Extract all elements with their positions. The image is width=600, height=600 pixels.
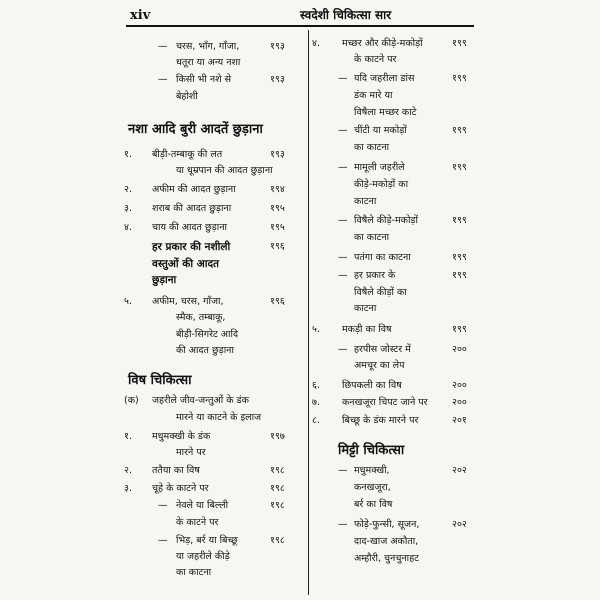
entry-number: १. xyxy=(124,149,132,160)
entry-text: भिड़, बर्र या बिच्छू xyxy=(176,535,238,546)
entry-text: बीड़ी-सिगरेट आदि xyxy=(176,329,238,340)
left-column xyxy=(124,0,306,600)
entry-text: के काटने पर xyxy=(176,517,219,528)
entry-text: काटना xyxy=(354,196,377,207)
entry-text: यदि जहरीला डांस xyxy=(354,73,415,84)
entry-text: फोड़े-फुन्सी, सूजन, xyxy=(354,519,420,530)
entry-text: की आदत छुड़ाना xyxy=(176,345,234,356)
entry-dash: — xyxy=(338,73,348,84)
entry-text: का काटना xyxy=(354,142,390,153)
entry-text: छुड़ाना xyxy=(152,274,177,286)
entry-text: डंक मारे या xyxy=(354,90,393,101)
entry-text: कनखजूरा, xyxy=(354,482,391,493)
entry-page-number: १९५ xyxy=(270,203,285,214)
entry-dash: — xyxy=(338,252,348,263)
entry-page-number: १९९ xyxy=(452,215,467,226)
entry-page-number: २०१ xyxy=(452,415,467,426)
entry-text: का काटना xyxy=(176,567,212,578)
entry-page-number: १९६ xyxy=(270,241,285,252)
entry-text: मकड़ी का विष xyxy=(342,324,392,335)
entry-text: विषैला मच्छर काटे xyxy=(354,107,417,118)
entry-dash: — xyxy=(338,162,348,173)
column-divider xyxy=(308,30,309,595)
entry-dash: — xyxy=(338,215,348,226)
entry-text: चूहे के काटने पर xyxy=(152,483,209,494)
entry-text: छिपकली का विष xyxy=(342,380,402,391)
entry-text: पतंगा का काटना xyxy=(354,252,411,263)
entry-dash: — xyxy=(338,344,348,355)
entry-page-number: १९३ xyxy=(270,149,285,160)
entry-page-number: १९३ xyxy=(270,74,285,85)
entry-number: ७. xyxy=(312,397,320,408)
entry-page-number: २०० xyxy=(452,380,467,391)
entry-dash: — xyxy=(158,41,168,52)
entry-text: हर प्रकार के xyxy=(354,270,396,281)
entry-text: अफीम की आदत छुड़ाना xyxy=(152,184,236,195)
entry-page-number: १९९ xyxy=(452,125,467,136)
entry-number: ५. xyxy=(124,296,132,307)
entry-text: स्मैक, तम्बाकू, xyxy=(176,312,226,323)
entry-text: के काटने पर xyxy=(354,54,397,65)
entry-number: ३. xyxy=(124,483,132,494)
entry-text: बेहोशी xyxy=(176,91,198,102)
entry-number: ५. xyxy=(312,324,320,335)
entry-text: विषैले कीड़े-मकोड़ों xyxy=(354,215,418,226)
entry-page-number: १९९ xyxy=(452,252,467,263)
entry-page-number: १९६ xyxy=(270,296,285,307)
entry-text: चरस, भाँग, गाँजा, xyxy=(176,41,240,52)
entry-page-number: १९८ xyxy=(270,465,285,476)
entry-number: ४. xyxy=(124,222,132,233)
entry-dash: — xyxy=(158,74,168,85)
entry-text: ततैया का विष xyxy=(152,465,200,476)
entry-text: मारने पर xyxy=(176,447,206,458)
entry-text: बिच्छू के डंक मारने पर xyxy=(342,415,419,426)
entry-page-number: १९८ xyxy=(270,500,285,511)
page-number-roman: xiv xyxy=(130,8,151,23)
entry-text: कीड़े-मकोड़ों का xyxy=(354,179,409,190)
entry-text: धतूरा या अन्य नशा xyxy=(176,57,241,68)
entry-text: अमचूर का लेप xyxy=(354,360,405,371)
entry-page-number: १९९ xyxy=(452,270,467,281)
entry-text: वस्तुओं की आदत xyxy=(152,258,220,270)
section-heading: विष चिकित्सा xyxy=(128,373,192,388)
entry-text: का काटना xyxy=(354,232,390,243)
entry-text: जहरीले जीव-जन्तुओं के डंक xyxy=(152,395,249,406)
entry-dash: — xyxy=(338,125,348,136)
entry-text: मच्छर और कीड़े-मकोड़ों xyxy=(342,38,423,49)
entry-text: हरपीस जोस्टर में xyxy=(354,344,411,355)
entry-text: मधुमक्खी, xyxy=(354,465,390,476)
entry-page-number: १९९ xyxy=(452,162,467,173)
entry-text: अम्हौरी, चुनचुनाहट xyxy=(354,553,419,564)
entry-text: बीड़ी-तम्बाकू की लत xyxy=(152,149,223,160)
entry-number: २. xyxy=(124,184,132,195)
entry-dash: — xyxy=(158,535,168,546)
entry-page-number: १९५ xyxy=(270,222,285,233)
entry-text: कनखजूरा चिपट जाने पर xyxy=(342,397,428,408)
entry-page-number: २०० xyxy=(452,397,467,408)
entry-page-number: १९८ xyxy=(270,535,285,546)
entry-number: १. xyxy=(124,431,132,442)
book-title: स्वदेशी चिकित्सा सार xyxy=(300,8,392,22)
entry-page-number: १९८ xyxy=(270,483,285,494)
entry-dash: — xyxy=(338,519,348,530)
entry-text: अफीम, चरस, गाँजा, xyxy=(152,296,224,307)
entry-text: किसी भी नशे से xyxy=(176,74,231,85)
entry-text: नेवले या बिल्ली xyxy=(176,500,229,511)
entry-page-number: १९३ xyxy=(270,41,285,52)
section-heading: मिट्टी चिकित्सा xyxy=(338,443,405,458)
entry-page-number: १९९ xyxy=(452,73,467,84)
entry-page-number: १९९ xyxy=(452,38,467,49)
entry-text: काटना xyxy=(354,303,377,314)
entry-text: या जहरीले कीड़े xyxy=(176,551,230,562)
entry-text: चाय की आदत छुड़ाना xyxy=(152,222,227,233)
entry-text: शराब की आदत छुड़ाना xyxy=(152,203,232,214)
entry-text: दाद-खाज अकौता, xyxy=(354,536,419,547)
entry-text: बर्र का विष xyxy=(354,499,393,510)
entry-text: हर प्रकार की नशीली xyxy=(152,241,231,253)
entry-page-number: १९४ xyxy=(270,184,285,195)
section-heading: नशा आदि बुरी आदतें छुड़ाना xyxy=(128,122,263,137)
entry-text: विषैले कीड़ों का xyxy=(354,287,407,298)
entry-number: ३. xyxy=(124,203,132,214)
entry-page-number: २०२ xyxy=(452,465,467,476)
entry-dash: — xyxy=(338,270,348,281)
entry-dash: — xyxy=(158,500,168,511)
entry-number: ८. xyxy=(312,415,320,426)
entry-text: चींटी या मकोड़ों xyxy=(354,125,407,136)
entry-text: मामूली जहरीले xyxy=(354,162,405,173)
entry-number: २. xyxy=(124,465,132,476)
entry-dash: — xyxy=(338,465,348,476)
entry-text: मारने या काटने के इलाज xyxy=(176,412,262,423)
entry-page-number: १९९ xyxy=(452,324,467,335)
entry-number: ४. xyxy=(312,38,320,49)
entry-text: या धूम्रपान की आदत छुड़ाना xyxy=(176,165,273,176)
entry-page-number: २०० xyxy=(452,344,467,355)
right-column xyxy=(312,0,476,600)
entry-page-number: १९७ xyxy=(270,431,285,442)
entry-number: ६. xyxy=(312,380,320,391)
entry-page-number: २०२ xyxy=(452,519,467,530)
entry-number: (क) xyxy=(124,395,139,406)
entry-text: मधुमक्खी के डंक xyxy=(152,431,211,442)
